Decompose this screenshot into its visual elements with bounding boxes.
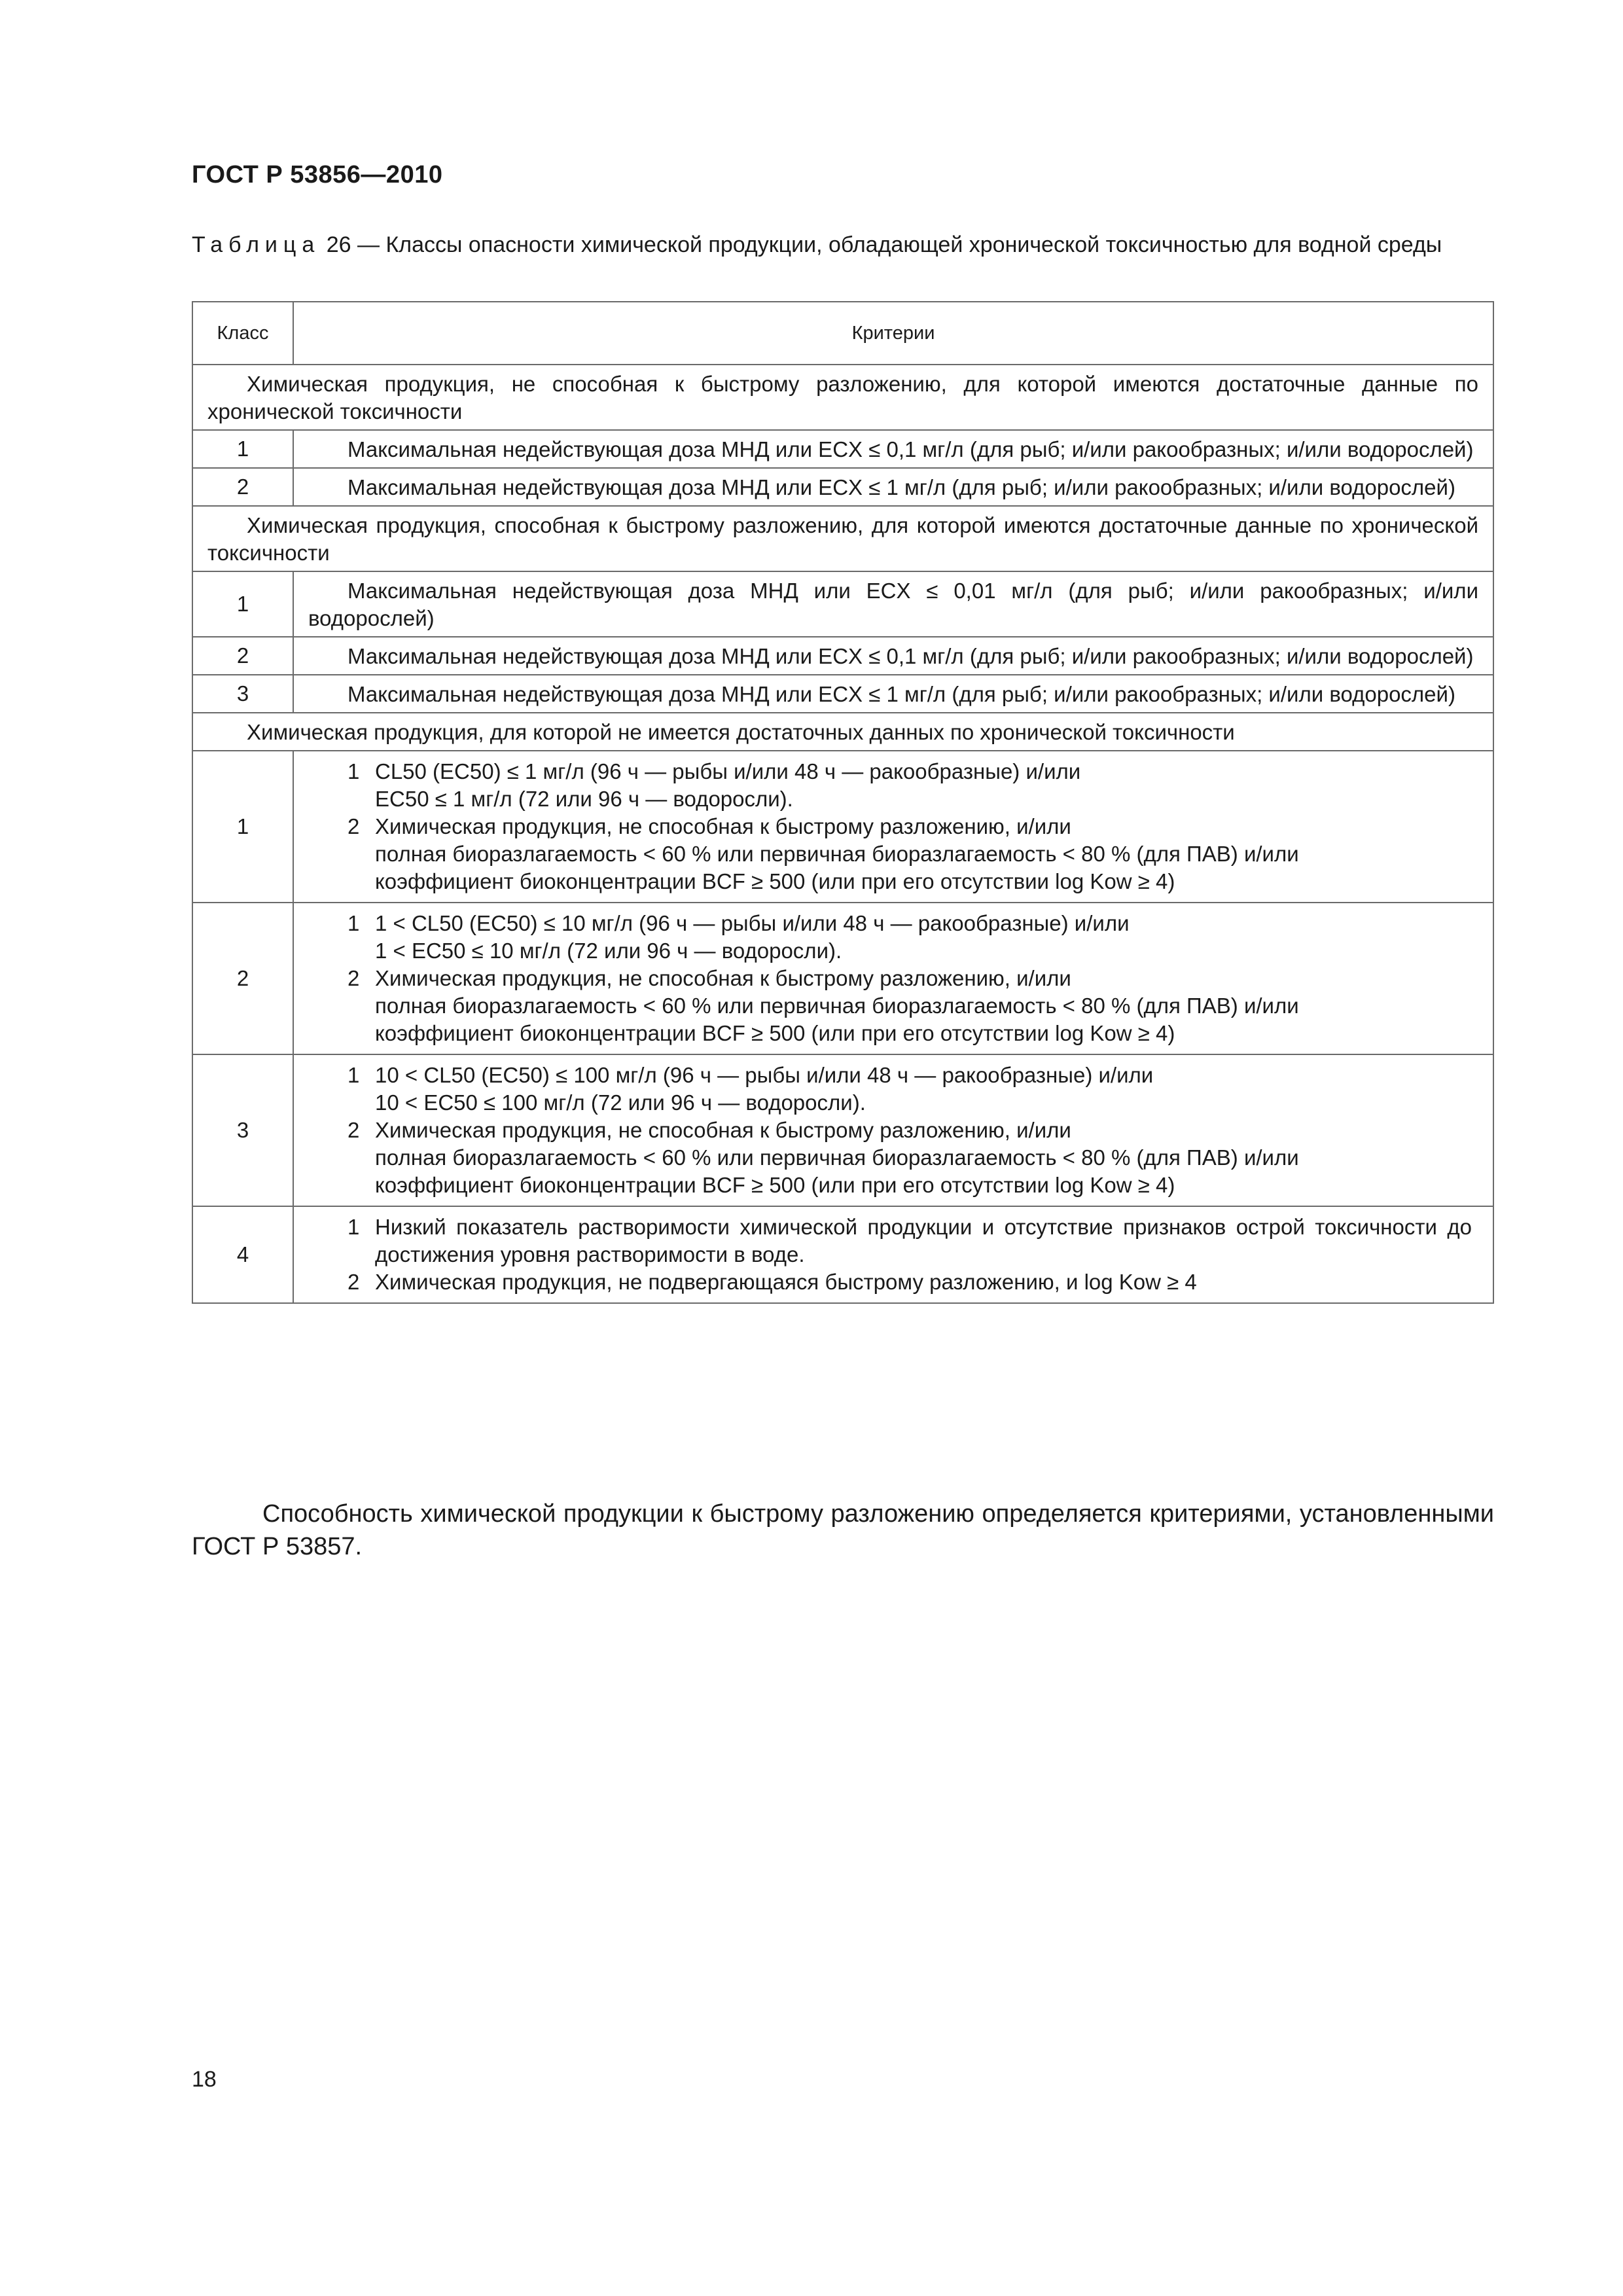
criteria-item xyxy=(348,758,1472,813)
group-title: Химическая продукция, не способная к быстрому разложению, для которой имеются достаточные данные по хронической токсичности xyxy=(192,365,1493,430)
table-row xyxy=(192,1206,1493,1303)
class-cell: 1 xyxy=(192,751,293,903)
criteria-cell xyxy=(293,637,1493,675)
hazard-class-table xyxy=(192,301,1494,1304)
criteria-text: Максимальная недействующая доза МНД или ECX ≤ 1 мг/л (для рыб; и/или ракообразных; и/или водорослей) xyxy=(348,682,1455,706)
item-line: полная биоразлагаемость < 60 % или первичная биоразлагаемость < 80 % (для ПАВ) и/или xyxy=(375,1145,1299,1170)
item-number: 1 xyxy=(348,1215,360,1239)
table-row xyxy=(192,468,1493,506)
criteria-item xyxy=(348,1268,1472,1296)
group-row xyxy=(192,365,1493,430)
table-caption-text: 26 — Классы опасности химической продукции, обладающей хронической токсичностью для водной среды xyxy=(320,232,1442,257)
class-cell: 2 xyxy=(192,468,293,506)
table-row xyxy=(192,430,1493,468)
item-line: EC50 ≤ 1 мг/л (72 или 96 ч — водоросли). xyxy=(375,787,793,811)
item-line: 1 < EC50 ≤ 10 мг/л (72 или 96 ч — водоросли). xyxy=(375,939,842,963)
item-number: 2 xyxy=(348,1118,360,1142)
group-row xyxy=(192,506,1493,571)
table-row xyxy=(192,751,1493,903)
group-row xyxy=(192,713,1493,751)
item-line: коэффициент биоконцентрации BCF ≥ 500 (или при его отсутствии log Kow ≥ 4) xyxy=(375,1021,1175,1045)
item-line: CL50 (EC50) ≤ 1 мг/л (96 ч — рыбы и/или 48 ч — ракообразные) и/или xyxy=(375,759,1081,783)
table-caption-label: Таблица xyxy=(192,232,321,257)
criteria-cell xyxy=(293,675,1493,713)
criteria-cell xyxy=(293,1054,1493,1206)
criteria-cell xyxy=(293,430,1493,468)
item-line: 10 < EC50 ≤ 100 мг/л (72 или 96 ч — водоросли). xyxy=(375,1090,866,1115)
criteria-cell xyxy=(293,1206,1493,1303)
class-cell: 1 xyxy=(192,571,293,637)
item-number: 1 xyxy=(348,759,360,783)
criteria-text: Максимальная недействующая доза МНД или ECX ≤ 0,1 мг/л (для рыб; и/или ракообразных; и/или водорослей) xyxy=(348,437,1474,461)
criteria-cell xyxy=(293,751,1493,903)
criteria-cell xyxy=(293,903,1493,1054)
criteria-item xyxy=(348,1117,1472,1199)
table-row xyxy=(192,903,1493,1054)
item-line: коэффициент биоконцентрации BCF ≥ 500 (или при его отсутствии log Kow ≥ 4) xyxy=(375,1173,1175,1197)
table-caption xyxy=(192,230,1494,259)
item-number: 2 xyxy=(348,814,360,838)
table-row xyxy=(192,637,1493,675)
column-header-class: Класс xyxy=(192,302,293,365)
class-cell: 4 xyxy=(192,1206,293,1303)
item-line: Низкий показатель растворимости химической продукции и отсутствие признаков острой токсичности до достижения уровня растворимости в воде. xyxy=(375,1215,1472,1266)
item-line: Химическая продукция, не способная к быстрому разложению, и/или xyxy=(375,1118,1071,1142)
criteria-text: Максимальная недействующая доза МНД или ECX ≤ 0,1 мг/л (для рыб; и/или ракообразных; и/или водорослей) xyxy=(348,644,1474,668)
class-cell: 2 xyxy=(192,903,293,1054)
criteria-item xyxy=(348,910,1472,965)
page-number: 18 xyxy=(192,2067,217,2092)
table-row xyxy=(192,675,1493,713)
criteria-item xyxy=(348,1213,1472,1268)
item-line: Химическая продукция, не способная к быстрому разложению, и/или xyxy=(375,814,1071,838)
criteria-item xyxy=(348,965,1472,1047)
criteria-cell xyxy=(293,468,1493,506)
item-number: 2 xyxy=(348,1270,360,1294)
item-line: Химическая продукция, не способная к быстрому разложению, и/или xyxy=(375,966,1071,990)
table-row xyxy=(192,571,1493,637)
criteria-text: Максимальная недействующая доза МНД или ECX ≤ 0,01 мг/л (для рыб; и/или ракообразных; и/или водорослей) xyxy=(308,579,1478,630)
item-number: 1 xyxy=(348,1063,360,1087)
class-cell: 2 xyxy=(192,637,293,675)
criteria-item xyxy=(348,1062,1472,1117)
item-number: 2 xyxy=(348,966,360,990)
body-paragraph: Способность химической продукции к быстрому разложению определяется критериями, установленными ГОСТ Р 53857. xyxy=(192,1500,1494,1560)
item-number: 1 xyxy=(348,911,360,935)
column-header-criteria: Критерии xyxy=(293,302,1493,365)
document-header: ГОСТ Р 53856—2010 xyxy=(192,161,443,188)
group-title: Химическая продукция, для которой не имеется достаточных данных по хронической токсичности xyxy=(192,713,1493,751)
item-line: полная биоразлагаемость < 60 % или первичная биоразлагаемость < 80 % (для ПАВ) и/или xyxy=(375,994,1299,1018)
class-cell: 1 xyxy=(192,430,293,468)
table-header-row xyxy=(192,302,1493,365)
item-line: 1 < CL50 (EC50) ≤ 10 мг/л (96 ч — рыбы и/или 48 ч — ракообразные) и/или xyxy=(375,911,1130,935)
class-cell: 3 xyxy=(192,1054,293,1206)
item-line: коэффициент биоконцентрации BCF ≥ 500 (или при его отсутствии log Kow ≥ 4) xyxy=(375,869,1175,893)
class-cell: 3 xyxy=(192,675,293,713)
table-row xyxy=(192,1054,1493,1206)
group-title: Химическая продукция, способная к быстрому разложению, для которой имеются достаточные данные по хронической токсичности xyxy=(192,506,1493,571)
criteria-item xyxy=(348,813,1472,895)
criteria-text: Максимальная недействующая доза МНД или ECX ≤ 1 мг/л (для рыб; и/или ракообразных; и/или водорослей) xyxy=(348,475,1455,499)
criteria-cell xyxy=(293,571,1493,637)
item-line: Химическая продукция, не подвергающаяся быстрому разложению, и log Kow ≥ 4 xyxy=(375,1270,1197,1294)
item-line: полная биоразлагаемость < 60 % или первичная биоразлагаемость < 80 % (для ПАВ) и/или xyxy=(375,842,1299,866)
item-line: 10 < CL50 (EC50) ≤ 100 мг/л (96 ч — рыбы и/или 48 ч — ракообразные) и/или xyxy=(375,1063,1154,1087)
